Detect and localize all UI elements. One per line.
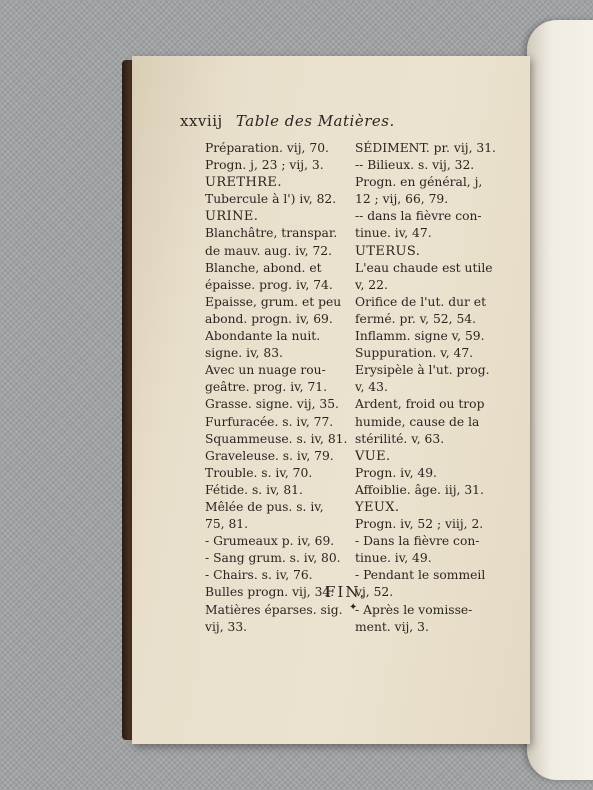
index-entry: Tubercule à l') iv, 82. [205, 192, 337, 207]
index-entry: Graveleuse. s. iv, 79. [205, 448, 334, 463]
index-entry: Erysipèle à l'ut. prog. [355, 363, 490, 378]
index-entry: tinue. iv, 49. [355, 551, 432, 566]
index-entry: fermé. pr. v, 52, 54. [355, 311, 477, 326]
index-entry: stérilité. v, 63. [355, 431, 445, 446]
index-right-column [355, 140, 515, 636]
index-entry: Furfuracée. s. iv, 77. [205, 414, 334, 429]
index-entry: - Grumeaux p. iv, 69. [205, 534, 335, 549]
page-number: xxviij [180, 112, 223, 130]
index-entry: ment. vij, 3. [355, 619, 429, 634]
index-entry: v, 22. [355, 277, 388, 292]
page-header [180, 112, 440, 134]
index-entry: Progn. en général, j, [355, 175, 483, 190]
ornament: ✦ [349, 602, 358, 613]
index-entry: UTERUS. [355, 243, 421, 259]
index-entry: v, 43. [355, 380, 388, 395]
index-entry: Avec un nuage rou- [205, 363, 326, 378]
index-entry: 12 ; vij, 66, 79. [355, 192, 449, 207]
index-left-column [205, 140, 365, 636]
index-entry: geâtre. prog. iv, 71. [205, 380, 328, 395]
index-entry: - Dans la fièvre con- [355, 534, 480, 549]
index-entry: vj, 52. [355, 585, 394, 600]
index-entry: Ardent, froid ou trop [355, 397, 485, 412]
facing-page-edge [527, 20, 593, 780]
index-entry: Trouble. s. iv, 70. [205, 465, 313, 480]
index-entry: humide, cause de la [355, 414, 480, 429]
index-entry: -- dans la fièvre con- [355, 209, 482, 224]
index-entry: Abondante la nuit. [205, 329, 321, 344]
index-entry: URINE. [205, 209, 259, 225]
index-entry: Progn. j, 23 ; vij, 3. [205, 158, 324, 173]
index-entry: - Pendant le sommeil [355, 568, 486, 583]
index-entry: Mêlée de pus. s. iv, [205, 499, 324, 514]
index-entry: Squammeuse. s. iv, 81. [205, 431, 348, 446]
index-entry: Bulles progn. vij, 34. [205, 585, 335, 600]
index-entry: signe. iv, 83. [205, 346, 283, 361]
index-entry: 75, 81. [205, 517, 249, 532]
index-entry: SÉDIMENT. pr. vij, 31. [355, 141, 496, 155]
index-entry: épaisse. prog. iv, 74. [205, 277, 333, 292]
index-entry: Progn. iv, 49. [355, 465, 437, 480]
index-entry: YEUX. [355, 499, 400, 515]
index-entry: Suppuration. v, 47. [355, 346, 474, 361]
index-entry: Progn. iv, 52 ; viij, 2. [355, 517, 484, 532]
index-entry: - Sang grum. s. iv, 80. [205, 551, 341, 566]
index-entry: L'eau chaude est utile [355, 260, 493, 275]
index-entry: vij, 33. [205, 619, 248, 634]
index-entry: Affoiblie. âge. iij, 31. [355, 482, 484, 497]
index-entry: Epaisse, grum. et peu [205, 294, 342, 309]
page-title: Table des Matières. [235, 112, 395, 130]
index-entry: de mauv. aug. iv, 72. [205, 243, 333, 258]
index-entry: Orifice de l'ut. dur et [355, 294, 487, 309]
index-entry: Matières éparses. sig. [205, 602, 343, 617]
index-entry: Blanchâtre, transpar. [205, 226, 338, 241]
index-entry: - Chairs. s. iv, 76. [205, 568, 313, 583]
index-entry: Blanche, abond. et [205, 260, 322, 275]
end-mark: FIN. [325, 583, 367, 601]
index-entry: URETHRE. [205, 175, 282, 191]
index-entry: Fétide. s. iv, 81. [205, 482, 303, 497]
index-entry: - Après le vomisse- [355, 602, 473, 617]
index-entry: abond. progn. iv, 69. [205, 311, 333, 326]
index-entry: Préparation. vij, 70. [205, 141, 329, 155]
index-entry: -- Bilieux. s. vij, 32. [355, 158, 475, 173]
index-entry: VUE. [355, 448, 391, 464]
index-entry: Inflamm. signe v, 59. [355, 329, 485, 344]
index-entry: Grasse. signe. vij, 35. [205, 397, 339, 412]
index-entry: tinue. iv, 47. [355, 226, 432, 241]
